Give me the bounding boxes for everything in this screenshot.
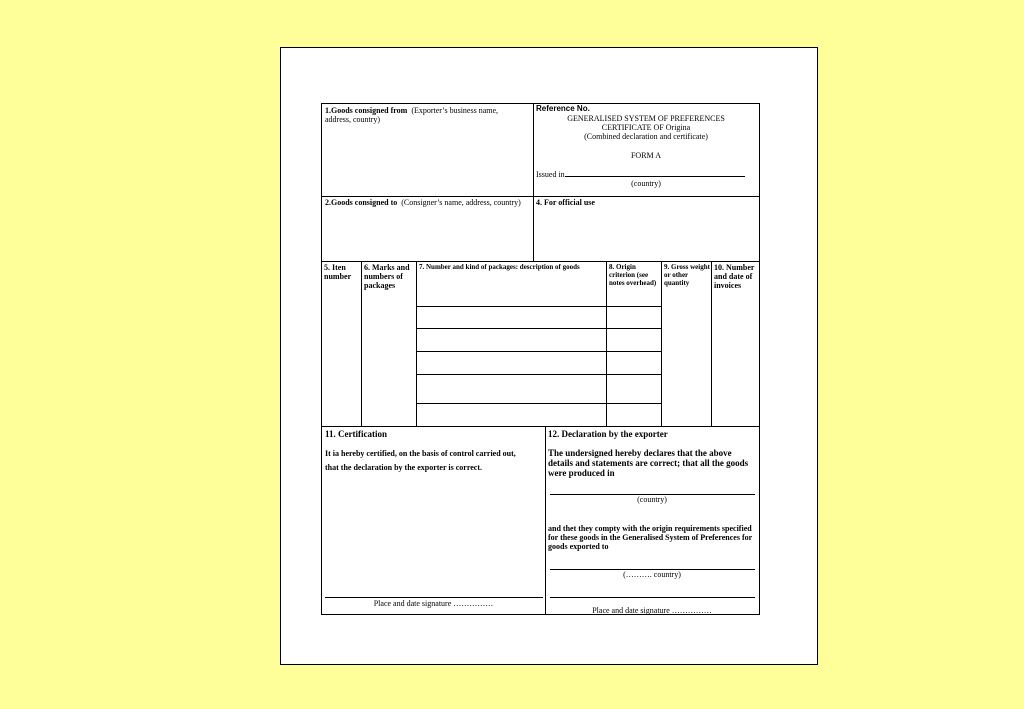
divider-col9	[711, 261, 712, 426]
box11-title: 11. Certification	[325, 429, 387, 439]
col8-header: 8. Origin criterion (see notes overhead)	[609, 263, 657, 287]
divider-col8	[661, 261, 662, 426]
box12-title: 12. Declaration by the exporter	[548, 429, 668, 439]
divider-col6	[416, 261, 417, 426]
col9-header: 9. Gross weight or other quantity	[664, 263, 710, 287]
box1-consignor	[325, 106, 525, 124]
col6-header: 6. Marks and numbers of packages	[364, 263, 410, 290]
certificate-page	[280, 47, 818, 665]
box12-country-caption-1: (country)	[637, 495, 667, 504]
reference-label: Reference No.	[536, 104, 590, 113]
goods-row-line-3	[416, 351, 661, 352]
divider-bottom-vertical	[545, 426, 546, 614]
box11-place-date: Place and date signature ……………	[373, 599, 494, 608]
box11-signature-line[interactable]	[325, 597, 543, 598]
box1-description: (Exporter’s business name, address, country)	[325, 106, 499, 124]
col5-header: 5. Iten number	[324, 263, 352, 281]
goods-row-line-2	[416, 328, 661, 329]
header-certificate: CERTIFICATE OF Origina	[601, 123, 691, 132]
issued-in-label: Issued in	[536, 170, 565, 179]
box2-title: 2.Goods consigned to	[325, 198, 398, 207]
box12-statement: The undersigned hereby declares that the above details and statements are correct; that all the goods were produced in	[548, 448, 749, 478]
col10-header: 10. Number and date of invoices	[714, 263, 755, 290]
divider-col7	[606, 261, 607, 426]
goods-row-line-1	[416, 306, 661, 307]
divider-row1	[322, 196, 759, 197]
issued-in-caption: (country)	[631, 179, 661, 188]
box12-place-date: Place and date signature ……………	[592, 606, 712, 615]
goods-row-line-4	[416, 374, 661, 375]
issued-in-row	[536, 169, 756, 179]
box12-signature-line[interactable]	[550, 597, 755, 598]
box4-official-use	[536, 198, 756, 207]
box2-consignee	[325, 198, 525, 207]
form-a-grid	[321, 103, 760, 615]
divider-col5	[361, 261, 362, 426]
box2-description: (Consigner’s name, address, country)	[401, 198, 521, 207]
col7-header: 7. Number and kind of packages: description of goods	[419, 263, 580, 271]
divider-row2	[322, 261, 759, 262]
form-label: FORM A	[630, 151, 661, 160]
box11-line1: It ia hereby certified, on the basis of control carried out,	[325, 449, 516, 458]
goods-row-line-5	[416, 403, 661, 404]
box1-title: 1.Goods consigned from	[325, 106, 408, 115]
header-gsp: GENERALISED SYSTEM OF PREFERENCES	[567, 114, 725, 123]
box12-country-caption-2: (………. country)	[623, 570, 681, 579]
box12-requirements: and thet they compty with the origin requirements specified for these goods in the Generalised System of Preferences for goods exported to	[548, 524, 753, 551]
divider-row3	[322, 426, 759, 427]
box11-line2: that the declaration by the exporter is correct.	[325, 463, 482, 472]
header-combined: (Combined declaration and certificate)	[584, 132, 708, 141]
issued-in-field[interactable]	[565, 169, 745, 177]
box4-number: 4	[536, 198, 540, 207]
box4-title: . For official use	[540, 198, 595, 207]
